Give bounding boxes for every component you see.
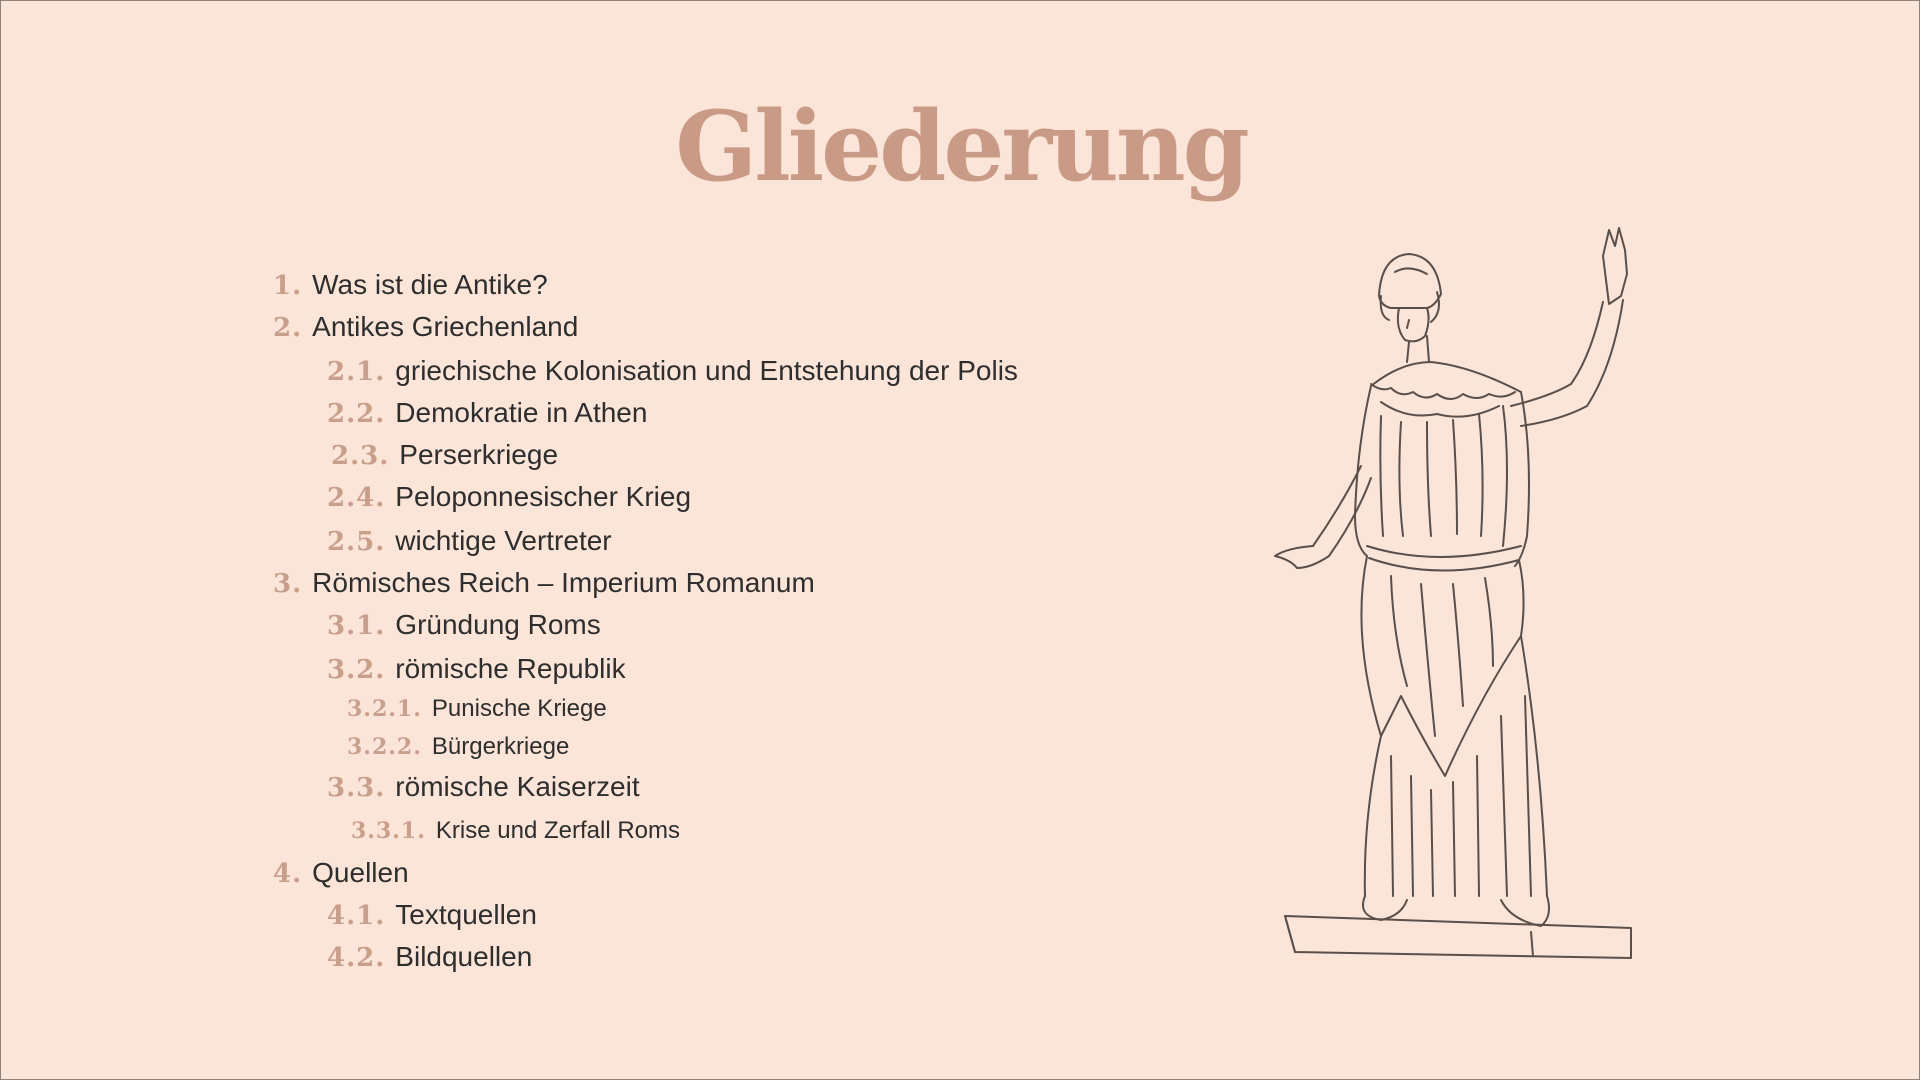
- outline-number: 3.3.1.: [351, 818, 426, 844]
- athena-statue-illustration: [1231, 216, 1671, 996]
- outline-number: 4.: [273, 859, 303, 889]
- outline-label: Peloponnesischer Krieg: [395, 481, 692, 512]
- outline-item: [273, 857, 409, 889]
- outline-label: römische Republik: [395, 653, 626, 684]
- outline-item: [327, 609, 601, 641]
- outline-label: Römisches Reich – Imperium Romanum: [312, 567, 815, 598]
- outline-number: 4.1.: [327, 901, 386, 931]
- outline-label: griechische Kolonisation und Entstehung der Polis: [395, 355, 1018, 386]
- outline-label: Demokratie in Athen: [395, 397, 648, 428]
- outline-number: 2.4.: [327, 483, 386, 513]
- outline-label: Bürgerkriege: [431, 733, 570, 760]
- outline-item: [327, 355, 1018, 387]
- outline-item: [327, 899, 537, 931]
- outline-item: [351, 817, 680, 845]
- outline-label: Gründung Roms: [395, 609, 601, 640]
- outline-label: Bildquellen: [395, 941, 533, 972]
- outline-number: 3.2.2.: [347, 734, 422, 760]
- outline-number: 3.3.: [327, 773, 386, 803]
- outline-label: Textquellen: [395, 899, 537, 930]
- outline-item: [273, 311, 578, 343]
- outline-number: 3.2.1.: [347, 696, 422, 722]
- outline-number: 2.2.: [327, 399, 386, 429]
- outline-label: Punische Kriege: [431, 695, 607, 722]
- outline-item: [273, 567, 815, 599]
- outline-label: wichtige Vertreter: [395, 525, 612, 556]
- outline-item: [327, 397, 647, 429]
- outline-label: Was ist die Antike?: [312, 269, 548, 300]
- outline-number: 2.3.: [331, 441, 390, 471]
- outline-item: [327, 653, 626, 685]
- outline-number: 2.: [273, 313, 303, 343]
- outline-number: 2.1.: [327, 357, 386, 387]
- outline-label: römische Kaiserzeit: [395, 771, 640, 802]
- outline-number: 3.: [273, 569, 303, 599]
- outline-item: [347, 733, 569, 761]
- outline-label: Antikes Griechenland: [312, 311, 579, 342]
- outline-label: Quellen: [312, 857, 409, 888]
- outline-item: [327, 525, 612, 557]
- outline-item: [327, 771, 640, 803]
- outline-number: 3.2.: [327, 655, 386, 685]
- outline-label: Krise und Zerfall Roms: [435, 817, 680, 844]
- outline-label: Perserkriege: [399, 439, 559, 470]
- outline-number: 4.2.: [327, 943, 386, 973]
- outline-list: [1, 1, 1151, 1001]
- page-title: Gliederung: [675, 90, 1247, 203]
- outline-number: 2.5.: [327, 527, 386, 557]
- outline-item: [347, 695, 607, 723]
- outline-item: [273, 269, 548, 301]
- outline-item: [327, 481, 691, 513]
- outline-item: [327, 941, 532, 973]
- outline-number: 1.: [273, 271, 303, 301]
- outline-item: [331, 439, 558, 471]
- outline-number: 3.1.: [327, 611, 386, 641]
